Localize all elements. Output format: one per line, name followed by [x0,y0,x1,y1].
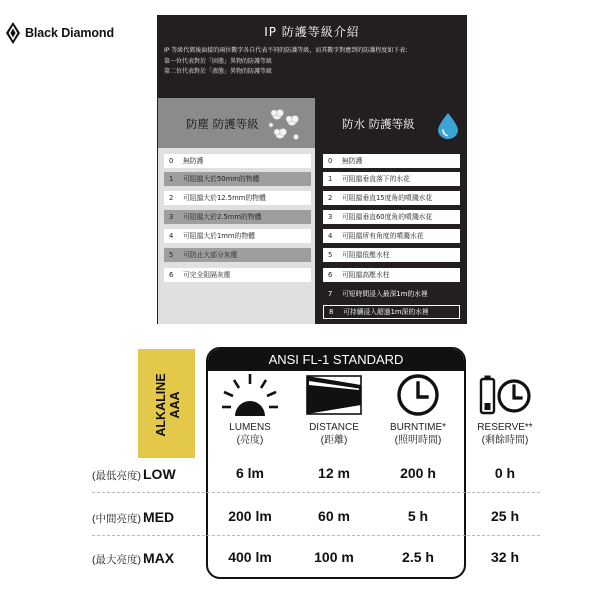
med-burntime-value: 5 h [407,508,429,524]
burntime-sublabel: (照明時間) [394,435,442,446]
level-low-cn: (最低亮度) [92,470,141,482]
low-burntime-value: 200 h [400,465,436,481]
water-row: 5 可阻擋低壓水柱 [323,248,460,262]
brand-name: Black Diamond [25,26,115,40]
dust-row: 3 可阻擋大於2.5mm的物體 [164,210,311,224]
max-reserve-value: 32 h [490,549,519,565]
level-med [92,509,174,527]
water-rating-column [317,98,466,324]
water-row: 8 可持續浸入超過1m深的水裡 [323,305,460,319]
level-max-en: MAX [143,550,175,566]
distance-column-header [292,372,376,447]
water-row: 6 可阻擋高壓水柱 [323,268,460,282]
distance-beam-icon [305,372,363,418]
med-reserve-value: 25 h [490,508,519,524]
ip-desc-line: 第二位代表對於「液態」異物的防護等級 [164,68,273,75]
water-row: 2 可阻擋垂直15度角的噴濺水花 [323,191,460,205]
med-distance-value: 60 m [318,508,350,524]
distance-sublabel: (距離) [320,435,348,446]
ip-title: IP 防護等級介紹 [264,25,360,39]
water-row: 4 可阻擋所有角度的噴濺水花 [323,229,460,243]
low-distance-value: 12 m [318,465,350,481]
ip-desc-line: 第一位代表對於「固態」異物的防護等級 [164,57,273,65]
max-burntime-value: 2.5 h [402,549,434,565]
low-reserve-value: 0 h [494,465,516,481]
dust-column-header [158,98,315,148]
ansi-title: ANSI FL-1 STANDARD [208,349,464,371]
level-low [92,466,176,484]
ip-description [164,46,462,78]
dust-row: 1 可阻擋大於50mm的物體 [164,172,311,186]
lumens-label: LUMENS [229,422,271,433]
dust-rating-column [158,98,315,324]
ip-rating-panel [157,15,467,324]
reserve-sublabel: (剩餘時間) [481,435,529,446]
ip-desc-line: IP 等級代碼後面接的兩位數字各自代表不同的防護等級，而其數字對應到的防護程度如下表： [164,47,412,54]
water-row: 7 可短時間浸入最深1m的水裡 [323,287,460,301]
burntime-label: BURNTIME* [389,422,447,433]
dust-icon [266,106,304,144]
battery-type-badge [138,349,195,458]
level-med-cn: (中間亮度) [92,513,141,525]
distance-label: DISTANCE [309,422,359,433]
lumens-column-header [208,372,292,447]
row-divider [92,535,540,536]
level-med-en: MED [143,509,175,525]
brand-logo [6,22,114,44]
diamond-logo-icon [6,22,20,44]
battery-clock-icon [476,372,534,418]
water-column-header [317,98,466,148]
dust-row: 6 可完全阻隔灰塵 [164,268,311,282]
dust-row: 5 可防止大部分灰塵 [164,248,311,262]
med-lumens-value: 200 lm [228,508,272,524]
water-column-title: 防水 防護等級 [342,117,415,131]
lumens-sublabel: (亮度) [236,435,264,446]
reserve-column-header [470,372,540,447]
dust-column-title: 防塵 防護等級 [186,117,259,131]
burntime-column-header [376,372,460,447]
clock-icon [389,372,447,418]
water-row: 1 可阻擋垂直落下的水花 [323,172,460,186]
dust-row: 4 可阻擋大於1mm的物體 [164,229,311,243]
battery-type-label: ALKALINE AAA [154,373,182,437]
sun-icon [221,372,279,418]
low-lumens-value: 6 lm [235,465,264,481]
water-drop-icon [438,113,458,139]
row-divider [92,492,540,493]
water-row: 0 無防護 [323,154,460,168]
water-row: 3 可阻擋垂直60度角的噴濺水花 [323,210,460,224]
max-distance-value: 100 m [314,549,354,565]
dust-row: 2 可阻擋大於12.5mm的物體 [164,191,311,205]
level-low-en: LOW [143,466,176,482]
dust-row: 0 無防護 [164,154,311,168]
max-lumens-value: 400 lm [228,549,272,565]
level-max [92,550,174,568]
reserve-label: RESERVE** [477,422,533,433]
level-max-cn: (最大亮度) [92,554,141,566]
